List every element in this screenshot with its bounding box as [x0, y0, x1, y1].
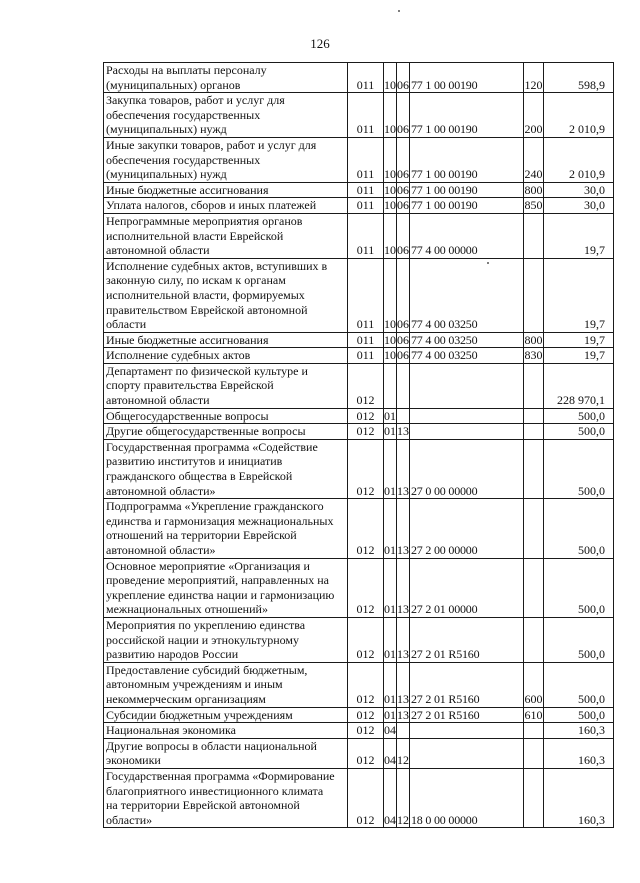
- row-name: Закупка товаров, работ и услуг для обеспечения государственных (муниципальных) нужд: [104, 93, 348, 138]
- row-sum: 160,3: [544, 768, 614, 827]
- row-vr: [524, 558, 544, 617]
- table-row: [104, 558, 614, 617]
- row-gr: 011: [348, 182, 384, 198]
- row-name: Национальная экономика: [104, 723, 348, 739]
- row-rz: 04: [384, 768, 397, 827]
- table-row: [104, 213, 614, 258]
- row-cs: 77 1 00 00190: [410, 182, 524, 198]
- row-pr: 06: [397, 93, 410, 138]
- row-vr: [524, 408, 544, 424]
- row-cs: 27 2 01 R5160: [410, 617, 524, 662]
- row-vr: [524, 363, 544, 408]
- row-rz: 10: [384, 137, 397, 182]
- row-rz: 10: [384, 348, 396, 363]
- row-gr: 012: [348, 363, 384, 408]
- row-vr: 200: [524, 93, 544, 138]
- row-gr: 012: [348, 499, 384, 558]
- row-gr: 012: [348, 662, 384, 707]
- table-row: [104, 707, 614, 723]
- row-vr: 800: [524, 182, 543, 197]
- row-rz: 10: [384, 198, 396, 213]
- row-cs: [410, 363, 524, 408]
- row-gr: 012: [348, 707, 384, 723]
- row-vr: 240: [524, 137, 544, 182]
- row-sum: 19,7: [544, 332, 614, 348]
- row-sum: 160,3: [544, 738, 614, 768]
- row-cs: 27 2 01 R5160: [410, 662, 524, 707]
- row-name: Подпрограмма «Укрепление гражданского единства и гармонизация межнациональных отношений на территории Еврейской автономной области»: [104, 499, 348, 558]
- row-name: Общегосударственные вопросы: [104, 408, 348, 424]
- row-gr: 012: [348, 723, 384, 739]
- row-cs: 77 1 00 00190: [410, 137, 524, 182]
- table-row: [104, 182, 614, 198]
- row-rz: 01: [384, 558, 397, 617]
- row-gr: 011: [348, 63, 384, 93]
- row-pr: 06: [397, 182, 409, 197]
- row-cs: 27 0 00 00000: [410, 439, 524, 498]
- row-gr: 012: [348, 439, 384, 498]
- row-cs: [410, 424, 524, 440]
- row-cs: 77 1 00 00190: [410, 93, 524, 138]
- table-row: [104, 499, 614, 558]
- row-sum: 500,0: [544, 558, 614, 617]
- row-name: Основное мероприятие «Организация и проведение мероприятий, направленных на укрепление единства нации и гармонизацию межнациональных отношений»: [104, 558, 348, 617]
- row-rz: 04: [384, 738, 397, 768]
- row-rz: [384, 363, 397, 408]
- row-gr: 012: [348, 408, 384, 424]
- row-pr: 13: [397, 424, 409, 439]
- row-sum: 30,0: [544, 198, 614, 214]
- table-row: [104, 258, 614, 332]
- row-rz: 01: [384, 424, 396, 439]
- row-name: Мероприятия по укреплению единства российской нации и этнокультурному развитию народов России: [104, 617, 348, 662]
- row-pr: 06: [397, 213, 410, 258]
- row-rz: 01: [384, 662, 397, 707]
- row-name: Иные бюджетные ассигнования: [104, 182, 348, 198]
- row-cs: 77 4 00 03250: [410, 258, 524, 332]
- row-rz: 10: [384, 182, 396, 197]
- row-name: Предоставление субсидий бюджетным, автономным учреждениям и иным некоммерческим организациям: [104, 662, 348, 707]
- row-pr: 13: [397, 439, 410, 498]
- row-rz: 10: [384, 93, 397, 138]
- table-row: [104, 363, 614, 408]
- row-vr: 120: [524, 63, 544, 93]
- row-sum: 2 010,9: [544, 93, 614, 138]
- row-vr: 830: [524, 348, 543, 363]
- row-name: Субсидии бюджетным учреждениям: [104, 707, 348, 723]
- row-name: Другие общегосударственные вопросы: [104, 424, 348, 440]
- row-pr: 06: [397, 137, 410, 182]
- row-vr: 850: [524, 198, 543, 213]
- row-vr: 610: [524, 707, 543, 722]
- row-name: Департамент по физической культуре и спорту правительства Еврейской автономной области: [104, 363, 348, 408]
- table-row: [104, 738, 614, 768]
- row-sum: 19,7: [544, 258, 614, 332]
- row-rz: 10: [384, 213, 397, 258]
- row-pr: [397, 363, 410, 408]
- row-pr: 13: [397, 617, 410, 662]
- row-pr: 12: [397, 738, 410, 768]
- row-cs: 27 2 00 00000: [410, 499, 524, 558]
- row-rz: 01: [384, 439, 397, 498]
- row-gr: 012: [348, 617, 384, 662]
- row-gr: 012: [348, 558, 384, 617]
- scan-speck: [487, 262, 489, 264]
- row-gr: 011: [348, 198, 384, 214]
- row-sum: 500,0: [544, 439, 614, 498]
- row-cs: 27 2 01 R5160: [410, 707, 524, 723]
- page-number: 126: [310, 36, 330, 51]
- row-gr: 012: [348, 768, 384, 827]
- row-name: Государственная программа «Формирование благоприятного инвестиционного климата на территории Еврейской автономной области»: [104, 768, 348, 827]
- row-rz: 10: [384, 63, 397, 93]
- row-pr: 06: [397, 348, 409, 363]
- row-cs: 77 1 00 00190: [410, 63, 524, 93]
- row-name: Исполнение судебных актов: [104, 348, 348, 364]
- row-sum: 160,3: [544, 723, 614, 739]
- row-vr: [524, 258, 544, 332]
- row-pr: 06: [397, 63, 410, 93]
- table-row: [104, 348, 614, 364]
- row-vr: [524, 499, 544, 558]
- row-sum: 30,0: [544, 182, 614, 198]
- table-row: [104, 137, 614, 182]
- row-rz: 10: [384, 332, 396, 347]
- row-rz: 01: [384, 707, 396, 722]
- row-sum: 2 010,9: [544, 137, 614, 182]
- row-pr: 13: [397, 558, 410, 617]
- budget-table: [103, 62, 614, 828]
- row-cs: 27 2 01 00000: [410, 558, 524, 617]
- row-sum: 19,7: [544, 213, 614, 258]
- row-gr: 012: [348, 424, 384, 440]
- row-gr: 011: [348, 258, 384, 332]
- row-gr: 011: [348, 348, 384, 364]
- row-pr: [397, 723, 410, 739]
- row-sum: 500,0: [544, 707, 614, 723]
- row-cs: 77 4 00 03250: [410, 348, 524, 364]
- row-sum: 500,0: [544, 662, 614, 707]
- row-gr: 011: [348, 93, 384, 138]
- row-vr: 600: [524, 662, 544, 707]
- table-row: [104, 93, 614, 138]
- row-gr: 011: [348, 332, 384, 348]
- table-row: [104, 617, 614, 662]
- table-row: [104, 439, 614, 498]
- table-row: [104, 63, 614, 93]
- table-row: [104, 198, 614, 214]
- row-name: Расходы на выплаты персоналу (муниципальных) органов: [104, 63, 348, 93]
- row-pr: [397, 408, 410, 424]
- row-cs: 18 0 00 00000: [410, 768, 524, 827]
- table-row: [104, 408, 614, 424]
- row-sum: 19,7: [544, 348, 614, 364]
- row-gr: 011: [348, 213, 384, 258]
- row-pr: 13: [397, 662, 410, 707]
- row-vr: [524, 768, 544, 827]
- row-name: Иные закупки товаров, работ и услуг для обеспечения государственных (муниципальных) нужд: [104, 137, 348, 182]
- scan-speck: [398, 10, 400, 12]
- row-sum: 500,0: [544, 617, 614, 662]
- row-vr: [524, 439, 544, 498]
- row-name: Государственная программа «Содействие развитию институтов и инициатив гражданского общества в Еврейской автономной области»: [104, 439, 348, 498]
- row-vr: [524, 723, 544, 739]
- row-cs: [410, 723, 524, 739]
- row-gr: 011: [348, 137, 384, 182]
- row-vr: [524, 213, 544, 258]
- row-pr: 13: [397, 707, 409, 722]
- row-gr: 012: [348, 738, 384, 768]
- row-rz: 04: [384, 723, 396, 738]
- table-row: [104, 723, 614, 739]
- row-vr: 800: [524, 332, 543, 347]
- table-row: [104, 424, 614, 440]
- row-sum: 500,0: [544, 408, 614, 424]
- table-row: [104, 332, 614, 348]
- row-rz: 01: [384, 617, 397, 662]
- row-name: Уплата налогов, сборов и иных платежей: [104, 198, 348, 214]
- row-pr: 06: [397, 198, 409, 213]
- row-name: Непрограммные мероприятия органов исполнительной власти Еврейской автономной области: [104, 213, 348, 258]
- table-row: [104, 662, 614, 707]
- row-sum: 500,0: [544, 424, 614, 440]
- row-vr: [524, 738, 544, 768]
- row-name: Иные бюджетные ассигнования: [104, 332, 348, 348]
- row-vr: [524, 617, 544, 662]
- row-name: Исполнение судебных актов, вступивших в законную силу, по искам к органам исполнительной власти, формируемых правительством Еврейской автономной области: [104, 258, 348, 332]
- row-cs: [410, 738, 524, 768]
- row-rz: 10: [384, 258, 397, 332]
- row-rz: 01: [384, 499, 397, 558]
- row-pr: 06: [397, 332, 409, 347]
- row-sum: 228 970,1: [544, 363, 614, 408]
- row-cs: 77 4 00 00000: [410, 213, 524, 258]
- row-pr: 12: [397, 768, 410, 827]
- row-cs: [410, 408, 524, 424]
- table-row: [104, 768, 614, 827]
- row-cs: 77 4 00 03250: [410, 332, 524, 348]
- row-name: Другие вопросы в области национальной экономики: [104, 738, 348, 768]
- row-pr: 06: [397, 258, 410, 332]
- row-rz: 01: [384, 408, 396, 423]
- budget-table-body: [104, 63, 614, 828]
- row-sum: 598,9: [544, 63, 614, 93]
- row-cs: 77 1 00 00190: [410, 198, 524, 214]
- row-pr: 13: [397, 499, 410, 558]
- row-vr: [524, 424, 544, 440]
- row-sum: 500,0: [544, 499, 614, 558]
